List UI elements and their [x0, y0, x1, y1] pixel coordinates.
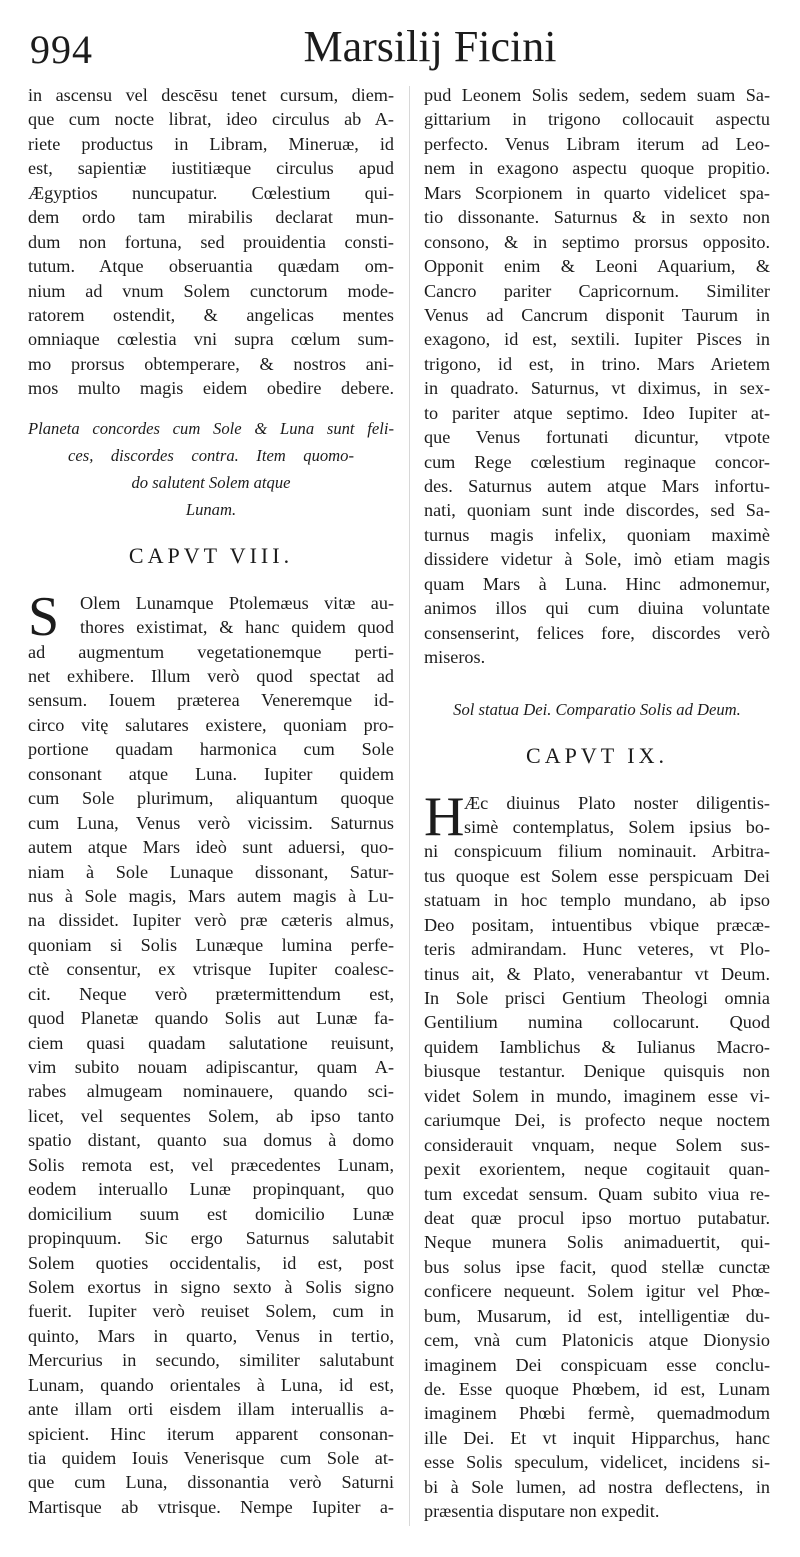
text-line: esse Solis speculum, videlicet, incidens si-: [424, 1452, 770, 1473]
page-number: 994: [30, 27, 93, 72]
right-continuation-text: [424, 83, 770, 670]
text-line: portione quadam harmonica cum Sole: [28, 739, 394, 760]
text-line: animos illos qui cum diuina voluntate: [424, 598, 770, 619]
text-line: pexit exorientem, neque cogitauit quan-: [424, 1159, 770, 1180]
text-line: imaginem Dei conspicuam esse conclu-: [424, 1354, 770, 1375]
text-line: cem, vnà cum Platonicis atque Dionysio: [424, 1330, 770, 1351]
text-line: ante illam orti eisdem illam interuallis a-: [28, 1399, 394, 1420]
text-line: eodem interuallo Lunæ propinquant, quo: [28, 1179, 394, 1200]
text-line: Mercurius in secundo, similiter salutabunt: [28, 1350, 394, 1371]
text-line: dem ordo tam mirabilis declarat mun-: [28, 207, 394, 228]
text-line: tia quidem Iouis Venerisque cum Sole at-: [28, 1448, 394, 1468]
text-line: Æc diuinus Plato noster diligentis-: [464, 792, 770, 813]
summary-line: do salutent Solem atque: [131, 472, 291, 492]
text-line: sensum. Iouem præterea Veneremque id-: [28, 690, 394, 711]
text-line: videt Solem in mundo, imaginem esse vi-: [424, 1085, 770, 1106]
text-line: autem atque Mars ideò sunt aduersi, quo-: [28, 837, 394, 858]
text-line: que cum nocte librat, ideo circulus ab A-: [28, 109, 394, 130]
text-line: ille Dei. Et vt inquit Hipparchus, hanc: [424, 1427, 770, 1448]
text-line: nem in exagono aspectu quoque propitio.: [424, 158, 770, 179]
text-line: que cum Luna, dissonantia verò Saturni: [28, 1472, 394, 1493]
text-line: Gentilium numina collocarunt. Quod: [424, 1012, 770, 1033]
summary-line: Lunam.: [185, 499, 237, 519]
text-line: vim subito nouam adipiscantur, quam A-: [28, 1057, 394, 1077]
text-line: bus solus ipse facit, quod stellæ cunctæ: [424, 1256, 770, 1277]
text-line: tinus ait, & Plato, venerabantur vt Deum.: [424, 963, 770, 984]
text-line: ciem quasi quadam salutatione reuisunt,: [28, 1032, 394, 1053]
text-line: tutum. Atque obseruantia quædam om-: [28, 256, 394, 277]
chapter-8-summary: [28, 415, 394, 523]
text-line: statuam in hoc templo mundano, ab ipso: [424, 890, 770, 911]
text-line: riete productus in Libram, Mineruæ, id: [28, 133, 394, 154]
text-line: dum non fortuna, sed prouidentia consti-: [28, 231, 394, 252]
text-line: mos multo magis eidem obedire debere.: [28, 378, 394, 399]
left-column: [28, 83, 394, 1519]
text-line: nus à Sole magis, Mars autem magis à Lu-: [28, 885, 394, 906]
text-line: deat quæ procul ipso mortuo putabatur.: [424, 1207, 770, 1228]
text-line: Neque munera Solis animaduertit, qui-: [424, 1232, 770, 1253]
text-line: cum Rege cœlestium reginaque concor-: [424, 451, 770, 472]
text-line: simè contemplatus, Solem ipsius bo-: [464, 816, 770, 837]
text-line: bi à Sole lumen, ad nostra deflectens, in: [424, 1476, 770, 1497]
text-line: cum Luna, Venus verò vicissim. Saturnus: [28, 812, 394, 833]
text-line: ratorem ostendit, & angelicas mentes: [28, 304, 394, 325]
text-line: biusque testantur. Denique quisquis non: [424, 1061, 770, 1082]
text-line: mo prorsus obtemperare, & nostros ani-: [28, 353, 394, 374]
text-line: conficere nequeunt. Solem igitur vel Phœ-: [424, 1281, 770, 1302]
text-line: turnus magis infelix, quoniam maximè: [424, 524, 770, 545]
text-line: bum, Musarum, id est, intelligentiæ du-: [424, 1305, 770, 1326]
text-line: Lunam, quando orientales à Luna, id est,: [28, 1374, 394, 1395]
summary-line: Planeta concordes cum Sole & Luna sunt feli-: [28, 418, 394, 438]
text-line: Mars Scorpionem in quarto videlicet spa-: [424, 182, 770, 203]
text-line: consono, & in septimo prorsus opposito.: [424, 231, 770, 252]
text-line: miseros.: [424, 647, 486, 668]
text-line: ni conspicuum filium nominauit. Arbitra-: [424, 841, 770, 862]
text-line: propinquum. Sic ergo Saturnus salutabit: [28, 1228, 394, 1249]
text-line: omniaque cœlestia vni supra cœlum sum-: [28, 329, 394, 350]
text-line: perfecto. Venus Libram iterum ad Leo-: [424, 133, 770, 154]
text-line: tum excedat sensum. Quam subito viua re-: [424, 1183, 770, 1204]
text-line: gittarium in trigono collocauit aspectu: [424, 109, 770, 130]
text-line: nium ad vnum Solem cunctorum mode-: [28, 280, 394, 301]
text-line: teris admirandam. Hunc veteres, vt Plo-: [424, 939, 770, 960]
text-line: fuerit. Iupiter verò reuiset Solem, cum in: [28, 1301, 394, 1322]
dropcap-letter: S: [28, 585, 60, 648]
text-line: pud Leonem Solis sedem, sedem suam Sa-: [424, 85, 770, 105]
text-line: thores existimat, & hanc quidem quod: [80, 617, 394, 638]
running-title: Marsilij Ficini: [303, 22, 557, 71]
text-line: tus quoque est Solem esse perspicuam Dei: [424, 865, 770, 886]
text-line: Ægyptios nuncupatur. Cœlestium qui-: [28, 182, 394, 203]
chapter-9-heading: CAPVT IX.: [526, 742, 668, 768]
text-line: spicient. Hinc iterum apparent consonan-: [28, 1423, 394, 1444]
text-line: imaginem Phœbi fermè, quemadmodum: [424, 1403, 770, 1424]
left-continuation-text: [28, 83, 394, 401]
text-line: dissidere videtur à Sole, imò etiam magis: [424, 549, 770, 570]
text-line: net exhibere. Illum verò quod spectat ad: [28, 666, 394, 686]
text-line: In Sole prisci Gentium Theologi omnia: [424, 988, 770, 1008]
text-line: consenserint, felices fore, discordes verò: [424, 622, 770, 643]
text-line: Cancro pariter Capricornum. Similiter: [424, 280, 770, 301]
text-line: Martisque ab vtrisque. Nempe Iupiter a-: [28, 1496, 394, 1517]
text-line: quam Mars à Luna. Hinc admonemur,: [424, 573, 770, 594]
chapter-9-text: [424, 785, 770, 1524]
column-gutter: [409, 86, 410, 1526]
text-line: Solem exortus in signo sexto à Solis signo: [28, 1276, 394, 1297]
text-line: de. Esse quoque Phœbem, id est, Lunam: [424, 1379, 770, 1399]
text-line: quidem Iamblichus & Iulianus Macro-: [424, 1036, 770, 1057]
text-line: Venus ad Cancrum disponit Taurum in: [424, 304, 770, 325]
right-column: [424, 83, 770, 1524]
dropcap-letter: H: [424, 785, 465, 848]
chapter-8-heading: CAPVT VIII.: [128, 542, 294, 568]
text-line: quinto, Mars in quarto, Venus in tertio,: [28, 1325, 394, 1346]
chapter-9-summary: [424, 696, 770, 723]
chapter-8-text: [28, 585, 394, 1520]
text-line: Solis remota est, vel præcedentes Lunam,: [28, 1154, 394, 1175]
text-line: cariumque Dei, is profecto neque noctem: [424, 1110, 770, 1131]
text-line: domicilium suum est domicilio Lunæ: [28, 1203, 394, 1224]
text-line: na dissidet. Iupiter verò præ cæteris almus,: [28, 910, 394, 931]
text-line: considerauit vnquam, neque Solem sus-: [424, 1134, 770, 1155]
text-line: consonant atque Luna. Iupiter quidem: [28, 763, 394, 784]
text-line: est, sapientiæ iustitiæque circulus apud: [28, 158, 394, 179]
text-line: que Venus fortunati dicuntur, vtpote: [424, 427, 770, 448]
text-line: to pariter atque septimo. Ideo Iupiter at-: [424, 402, 770, 423]
text-line: niam à Sole Lunaque dissonant, Satur-: [28, 861, 394, 882]
text-line: exagono, id est, sextili. Iupiter Pisces in: [424, 329, 770, 350]
text-line: præsentia disputare non expedit.: [424, 1501, 660, 1522]
text-line: licet, vel sequentes Solem, ab ipso tanto: [28, 1105, 394, 1126]
text-line: Deo positam, intuentibus vbique præcæ-: [424, 914, 770, 935]
summary-line: ces, discordes contra. Item quomo-: [68, 445, 354, 465]
text-line: Solem quoties occidentalis, id est, post: [28, 1252, 394, 1273]
text-line: spatio distant, quanto sua domus à domo: [28, 1130, 394, 1151]
text-line: ad augmentum vegetationemque perti-: [28, 641, 394, 662]
text-line: nati, quoniam sunt inde discordes, sed Sa-: [424, 500, 770, 521]
text-line: Opponit enim & Leoni Aquarium, &: [424, 256, 770, 277]
text-line: quod Planetæ quando Solis aut Lunæ fa-: [28, 1008, 394, 1029]
text-line: cit. Neque verò prætermittendum est,: [28, 983, 394, 1004]
text-line: in quadrato. Saturnus, vt diximus, in sex-: [424, 378, 770, 399]
text-line: ctè consentur, ex vtrisque Iupiter coalesc-: [28, 959, 394, 980]
text-line: in ascensu vel descēsu tenet cursum, diem-: [28, 85, 394, 105]
text-line: Olem Lunamque Ptolemæus vitæ au-: [80, 592, 394, 613]
text-line: tio dissonante. Saturnus & in sexto non: [424, 207, 770, 228]
text-line: rabes almugeam nominauere, quando sci-: [28, 1081, 394, 1102]
text-line: trigono, id est, in trino. Mars Arietem: [424, 353, 770, 374]
text-line: cum Sole plurimum, aliquantum quoque: [28, 788, 394, 809]
summary-line: Sol statua Dei. Comparatio Solis ad Deum.: [453, 699, 741, 719]
text-line: des. Saturnus autem atque Mars infortu-: [424, 476, 770, 496]
text-line: circo vitę salutares existere, quoniam pro-: [28, 714, 394, 735]
text-line: quoniam si Solis Lunæque lumina perfe-: [28, 934, 394, 955]
